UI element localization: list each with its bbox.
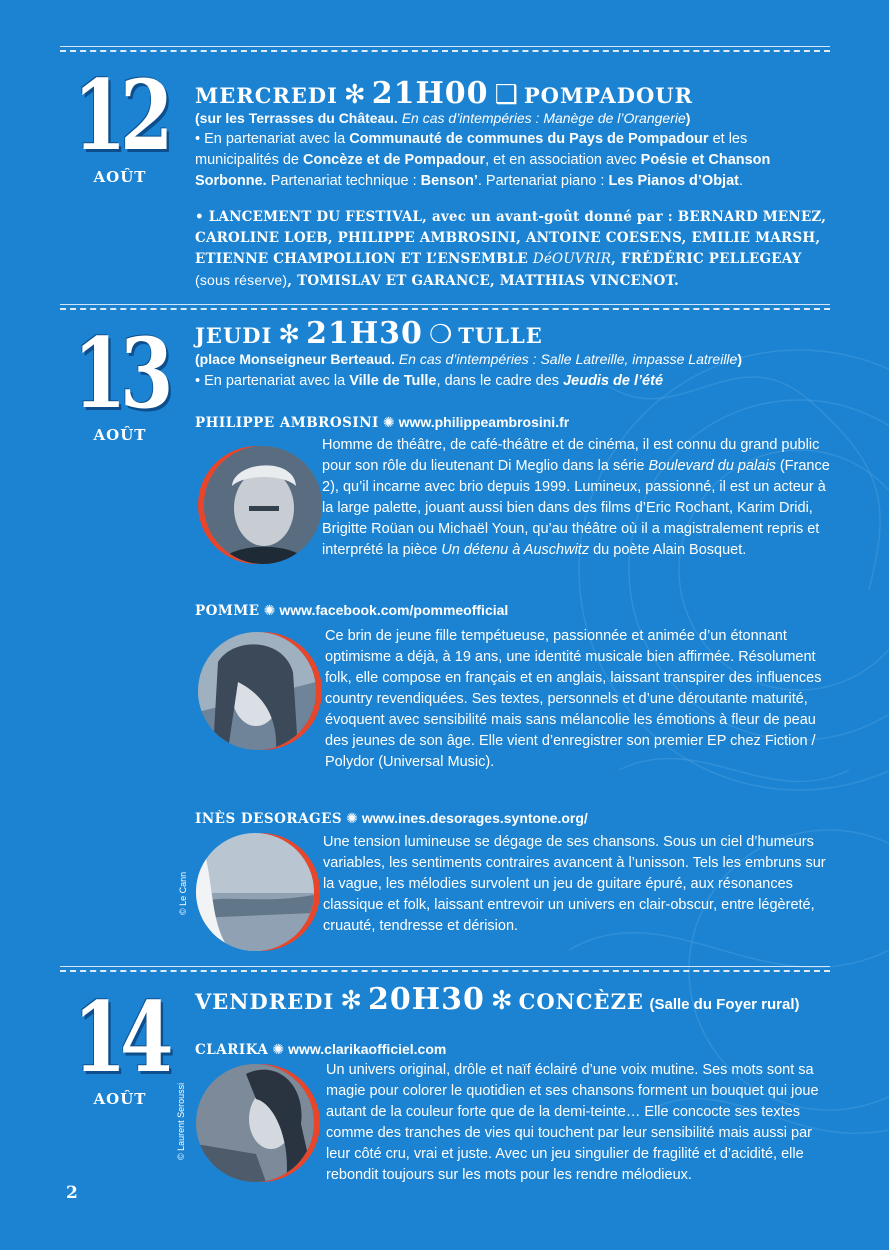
- artist-heading: [195, 810, 588, 827]
- artist-link[interactable]: www.facebook.com/pommeofficial: [279, 602, 509, 618]
- bio-text: du poète Alain Bosquet.: [589, 542, 747, 558]
- lineup-text: , FRÉDÉRIC PELLEGEAY: [611, 251, 802, 267]
- asterisk-icon: ✺: [272, 1042, 285, 1058]
- lineup-text: • LANCEMENT DU FESTIVAL, avec un avant-goût donné par : BERNARD MENEZ, CAROLINE LOEB, PHILIPPE AMBROSINI, ANTOINE COESENS, EMILIE MARSH, ETIENNE CHAMPOLLION ET L’ENSEMBLE: [195, 209, 827, 267]
- partner-text: . Partenariat piano :: [477, 173, 609, 189]
- artist-name: POMME: [195, 603, 260, 619]
- asterisk-icon: ✺: [263, 603, 276, 619]
- partner-name: Concèze et de Pompadour: [303, 152, 486, 168]
- event-partners: [195, 371, 835, 392]
- asterisk-icon: ✺: [382, 415, 395, 431]
- asterisk-icon: ✻: [490, 986, 513, 1016]
- section-divider: [60, 304, 830, 312]
- artist-photo: [196, 833, 314, 951]
- event-location: [195, 108, 835, 129]
- bio-text: Ce brin de jeune fille tempétueuse, passionnée et animée d’un étonnant optimisme a déjà, à 19 ans, une identité musicale bien affirmée. Résolument folk, elle compose en français et en anglais, laissant transpirer des influences country revendiquées. Ses textes, personnels et d’une déroutante maturité, évoquent avec sensibilité mais sans mélancolie les émotions à fleur de peau des jeunes de son âge. Elle vient d’enregistrer son premier EP chez Fiction / Polydor (Universal Music).: [325, 628, 822, 770]
- date-badge: [60, 981, 180, 1108]
- artist-photo: [198, 632, 316, 750]
- partner-text: et les municipalités de: [195, 131, 748, 168]
- artist-name: INÈS DESORAGES: [195, 811, 343, 827]
- location-close: ): [737, 351, 742, 367]
- circle-icon: ❍: [428, 320, 453, 350]
- artist-bio: [326, 1060, 831, 1186]
- month-label: AOÛT: [93, 168, 147, 186]
- artist-heading: [195, 1041, 446, 1058]
- artist-link[interactable]: www.philippeambrosini.fr: [398, 414, 570, 430]
- location-close: ): [685, 110, 691, 126]
- date-badge: [60, 317, 180, 444]
- asterisk-icon: ✻: [340, 986, 362, 1016]
- location-alt: En cas d’intempéries : Salle Latreille, impasse Latreille: [398, 351, 738, 367]
- partner-name: Poésie et Chanson Sorbonne.: [195, 152, 771, 189]
- partner-name: Les Pianos d’Objat: [608, 173, 739, 189]
- event-heading: [195, 76, 693, 111]
- artist-name: CLARIKA: [195, 1042, 269, 1058]
- event-heading: [195, 316, 543, 351]
- partner-name: Ville de Tulle: [349, 373, 437, 389]
- weekday: MERCREDI: [195, 83, 338, 108]
- square-icon: ❑: [494, 80, 518, 110]
- month-label: AOÛT: [93, 1090, 147, 1108]
- weekday: VENDREDI: [195, 989, 335, 1014]
- partner-text: , dans le cadre des: [436, 373, 564, 389]
- venue-note: (Salle du Foyer rural): [649, 996, 800, 1013]
- artist-photo: [196, 1064, 314, 1182]
- partner-name: Communauté de communes du Pays de Pompadour: [349, 131, 709, 147]
- day-number: 12: [72, 59, 168, 172]
- partner-name: Benson’: [420, 173, 478, 189]
- artist-bio: [325, 626, 833, 773]
- bio-title: Un détenu à Auschwitz: [441, 542, 590, 558]
- location-text: (place Monseigneur Berteaud.: [195, 351, 395, 367]
- lineup-text: , TOMISLAV ET GARANCE, MATTHIAS VINCENOT.: [287, 273, 679, 289]
- partner-text: • En partenariat avec la: [195, 131, 350, 147]
- bio-title: Boulevard du palais: [648, 458, 776, 474]
- photo-credit: © Laurent Seroussi: [176, 1082, 186, 1160]
- artist-bio: [322, 435, 830, 561]
- lineup-note: (sous réserve): [195, 272, 288, 288]
- asterisk-icon: ✻: [343, 80, 366, 110]
- asterisk-icon: ✺: [346, 811, 358, 827]
- artist-photo: [204, 446, 322, 564]
- event-lineup: [195, 207, 835, 292]
- partner-name: Jeudis de l’été: [563, 373, 664, 389]
- artist-heading: [195, 602, 508, 619]
- date-badge: [60, 59, 180, 186]
- location-text: (sur les Terrasses du Château.: [195, 110, 398, 126]
- asterisk-icon: ✻: [278, 320, 301, 350]
- bio-text: Une tension lumineuse se dégage de ses chansons. Sous un ciel d’humeurs variables, les sentiments contraires avancent à l’unisson. Tels les embruns sur la vague, les mélodies survolent un jeu de guitare épuré, aux résonances classique et folk, laissant entrevoir un univers en clair-obscur, entre légèreté, cruauté, tendresse et dérision.: [323, 834, 826, 934]
- weekday: JEUDI: [195, 323, 273, 348]
- photo-credit: © Le Cann: [178, 871, 188, 915]
- artist-bio: [323, 832, 831, 937]
- event-location: [195, 349, 835, 370]
- event-heading: [195, 982, 800, 1017]
- event-partners: [195, 129, 835, 192]
- partner-text: .: [738, 173, 744, 189]
- bio-text: Un univers original, drôle et naïf éclairé d’une voix mutine. Ses mots sont sa magie pour colorer le quotidien et ses chansons forment un bouquet qui joue autant de la couleur forte que de la demi-teinte… Elle concocte ses textes comme des tranches de vies qui touchent par leur sensibilité mais aussi par leur côté cru, vrai et juste. Avec un jeu singulier de fragilité et d’acidité, elle rebondit toujours sur les mots pour les rendre mélodieux.: [326, 1062, 819, 1183]
- page-number: 2: [66, 1183, 78, 1203]
- artist-heading: [195, 414, 569, 431]
- event-time: 21H30: [306, 316, 423, 351]
- artist-name: PHILIPPE AMBROSINI: [195, 415, 379, 431]
- event-venue: POMPADOUR: [523, 83, 694, 108]
- month-label: AOÛT: [93, 426, 147, 444]
- bio-text: Homme de théâtre, de café-théâtre et de cinéma, il est connu du grand public pour son rôle du lieutenant Di Meglio dans la série: [322, 437, 820, 474]
- event-time: 21H00: [371, 76, 489, 111]
- event-venue: CONCÈZE: [518, 989, 644, 1014]
- location-alt: En cas d’intempéries : Manège de l’Orangerie: [401, 110, 686, 126]
- ensemble-name: DéOUVRIR: [532, 251, 612, 267]
- partner-text: Partenariat technique :: [266, 173, 421, 189]
- event-venue: TULLE: [458, 323, 543, 348]
- artist-link[interactable]: www.clarikaofficiel.com: [288, 1041, 447, 1057]
- section-divider: [60, 966, 830, 974]
- day-number: 14: [72, 981, 168, 1094]
- bio-text: (France 2), qu’il incarne avec brio depuis 1999. Lumineux, passionné, il est un acteur à la large palette, jouant aussi bien dans des films d’Eric Rochant, Karim Dridi, Brigitte Roüan ou Michaël Youn, qu’au théâtre où il a magistralement repris et interprété la pièce: [322, 458, 830, 558]
- section-divider: [60, 46, 830, 54]
- artist-link[interactable]: www.ines.desorages.syntone.org/: [361, 810, 588, 826]
- day-number: 13: [72, 317, 168, 430]
- partner-text: • En partenariat avec la: [195, 373, 350, 389]
- partner-text: , et en association avec: [485, 152, 641, 168]
- event-time: 20H30: [368, 982, 485, 1017]
